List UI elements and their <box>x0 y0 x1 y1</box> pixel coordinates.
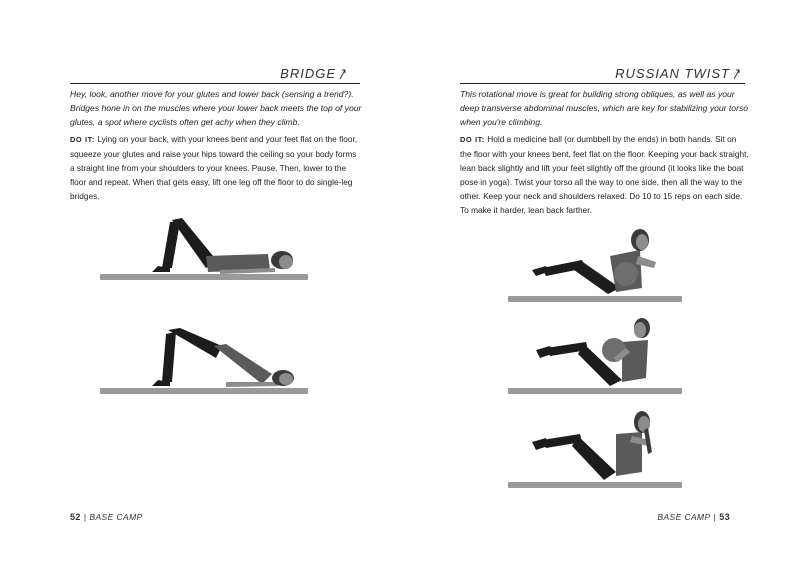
section-heading <box>280 66 348 81</box>
instructions-paragraph <box>70 132 362 203</box>
instructions-text: Hold a medicine ball (or dumbbell by the ends) in both hands. Sit on the floor with your knees bent, feet flat on the floor. Keeping your back straight, lean back slightly and lift your feet slightly off the ground (it looks like the boat pose in yoga). Twist your torso all the way to one side, then all the way to the other. Keep your neck and shoulders relaxed. Do 10 to 15 reps on each side. To make it harder, lean back farther. <box>460 134 749 215</box>
heading-rule <box>70 83 360 84</box>
section-heading <box>615 66 742 81</box>
do-it-label: DO IT: <box>70 135 95 144</box>
footer-separator: | <box>713 512 717 522</box>
footer-section: BASE CAMP <box>657 512 711 522</box>
arrow-up-right-icon <box>732 68 742 80</box>
intro-text: Hey, look, another move for your glutes and lower back (sensing a trend?). Bridges hone in on the muscles where your lower back meets the top of your glutes, a spot where cyclists often get achy when they climb. <box>70 89 362 127</box>
heading-text: BRIDGE <box>280 66 336 81</box>
russian-twist-photo-3 <box>530 410 670 484</box>
instructions-text: Lying on your back, with your knees bent and your feet flat on the floor, squeeze your glutes and raise your hips toward the ceiling so your body forms a straight line from your shoulders to your knees. Pause. Then, lower to the floor and repeat. When that gets easy, lift one leg off the floor to do single-leg bridges. <box>70 134 358 201</box>
page-footer <box>657 512 730 522</box>
footer-separator: | <box>83 512 87 522</box>
page-number: 53 <box>719 512 730 522</box>
heading-rule <box>460 83 745 84</box>
instructions-paragraph <box>460 132 750 217</box>
arrow-up-right-icon <box>338 68 348 80</box>
do-it-label: DO IT: <box>460 135 485 144</box>
intro-text: This rotational move is great for building strong obliques, as well as your deep transverse abdominal muscles, which are key for stabilizing your torso when you're climbing. <box>460 89 749 127</box>
russian-twist-photo-2 <box>530 318 670 390</box>
russian-twist-photo-1 <box>530 226 670 298</box>
right-page <box>400 0 800 561</box>
page-number: 52 <box>70 512 81 522</box>
page-footer <box>70 512 143 522</box>
footer-section: BASE CAMP <box>89 512 143 522</box>
bridge-start-photo <box>140 210 310 278</box>
heading-text: RUSSIAN TWIST <box>615 66 730 81</box>
bridge-up-photo <box>140 324 310 392</box>
